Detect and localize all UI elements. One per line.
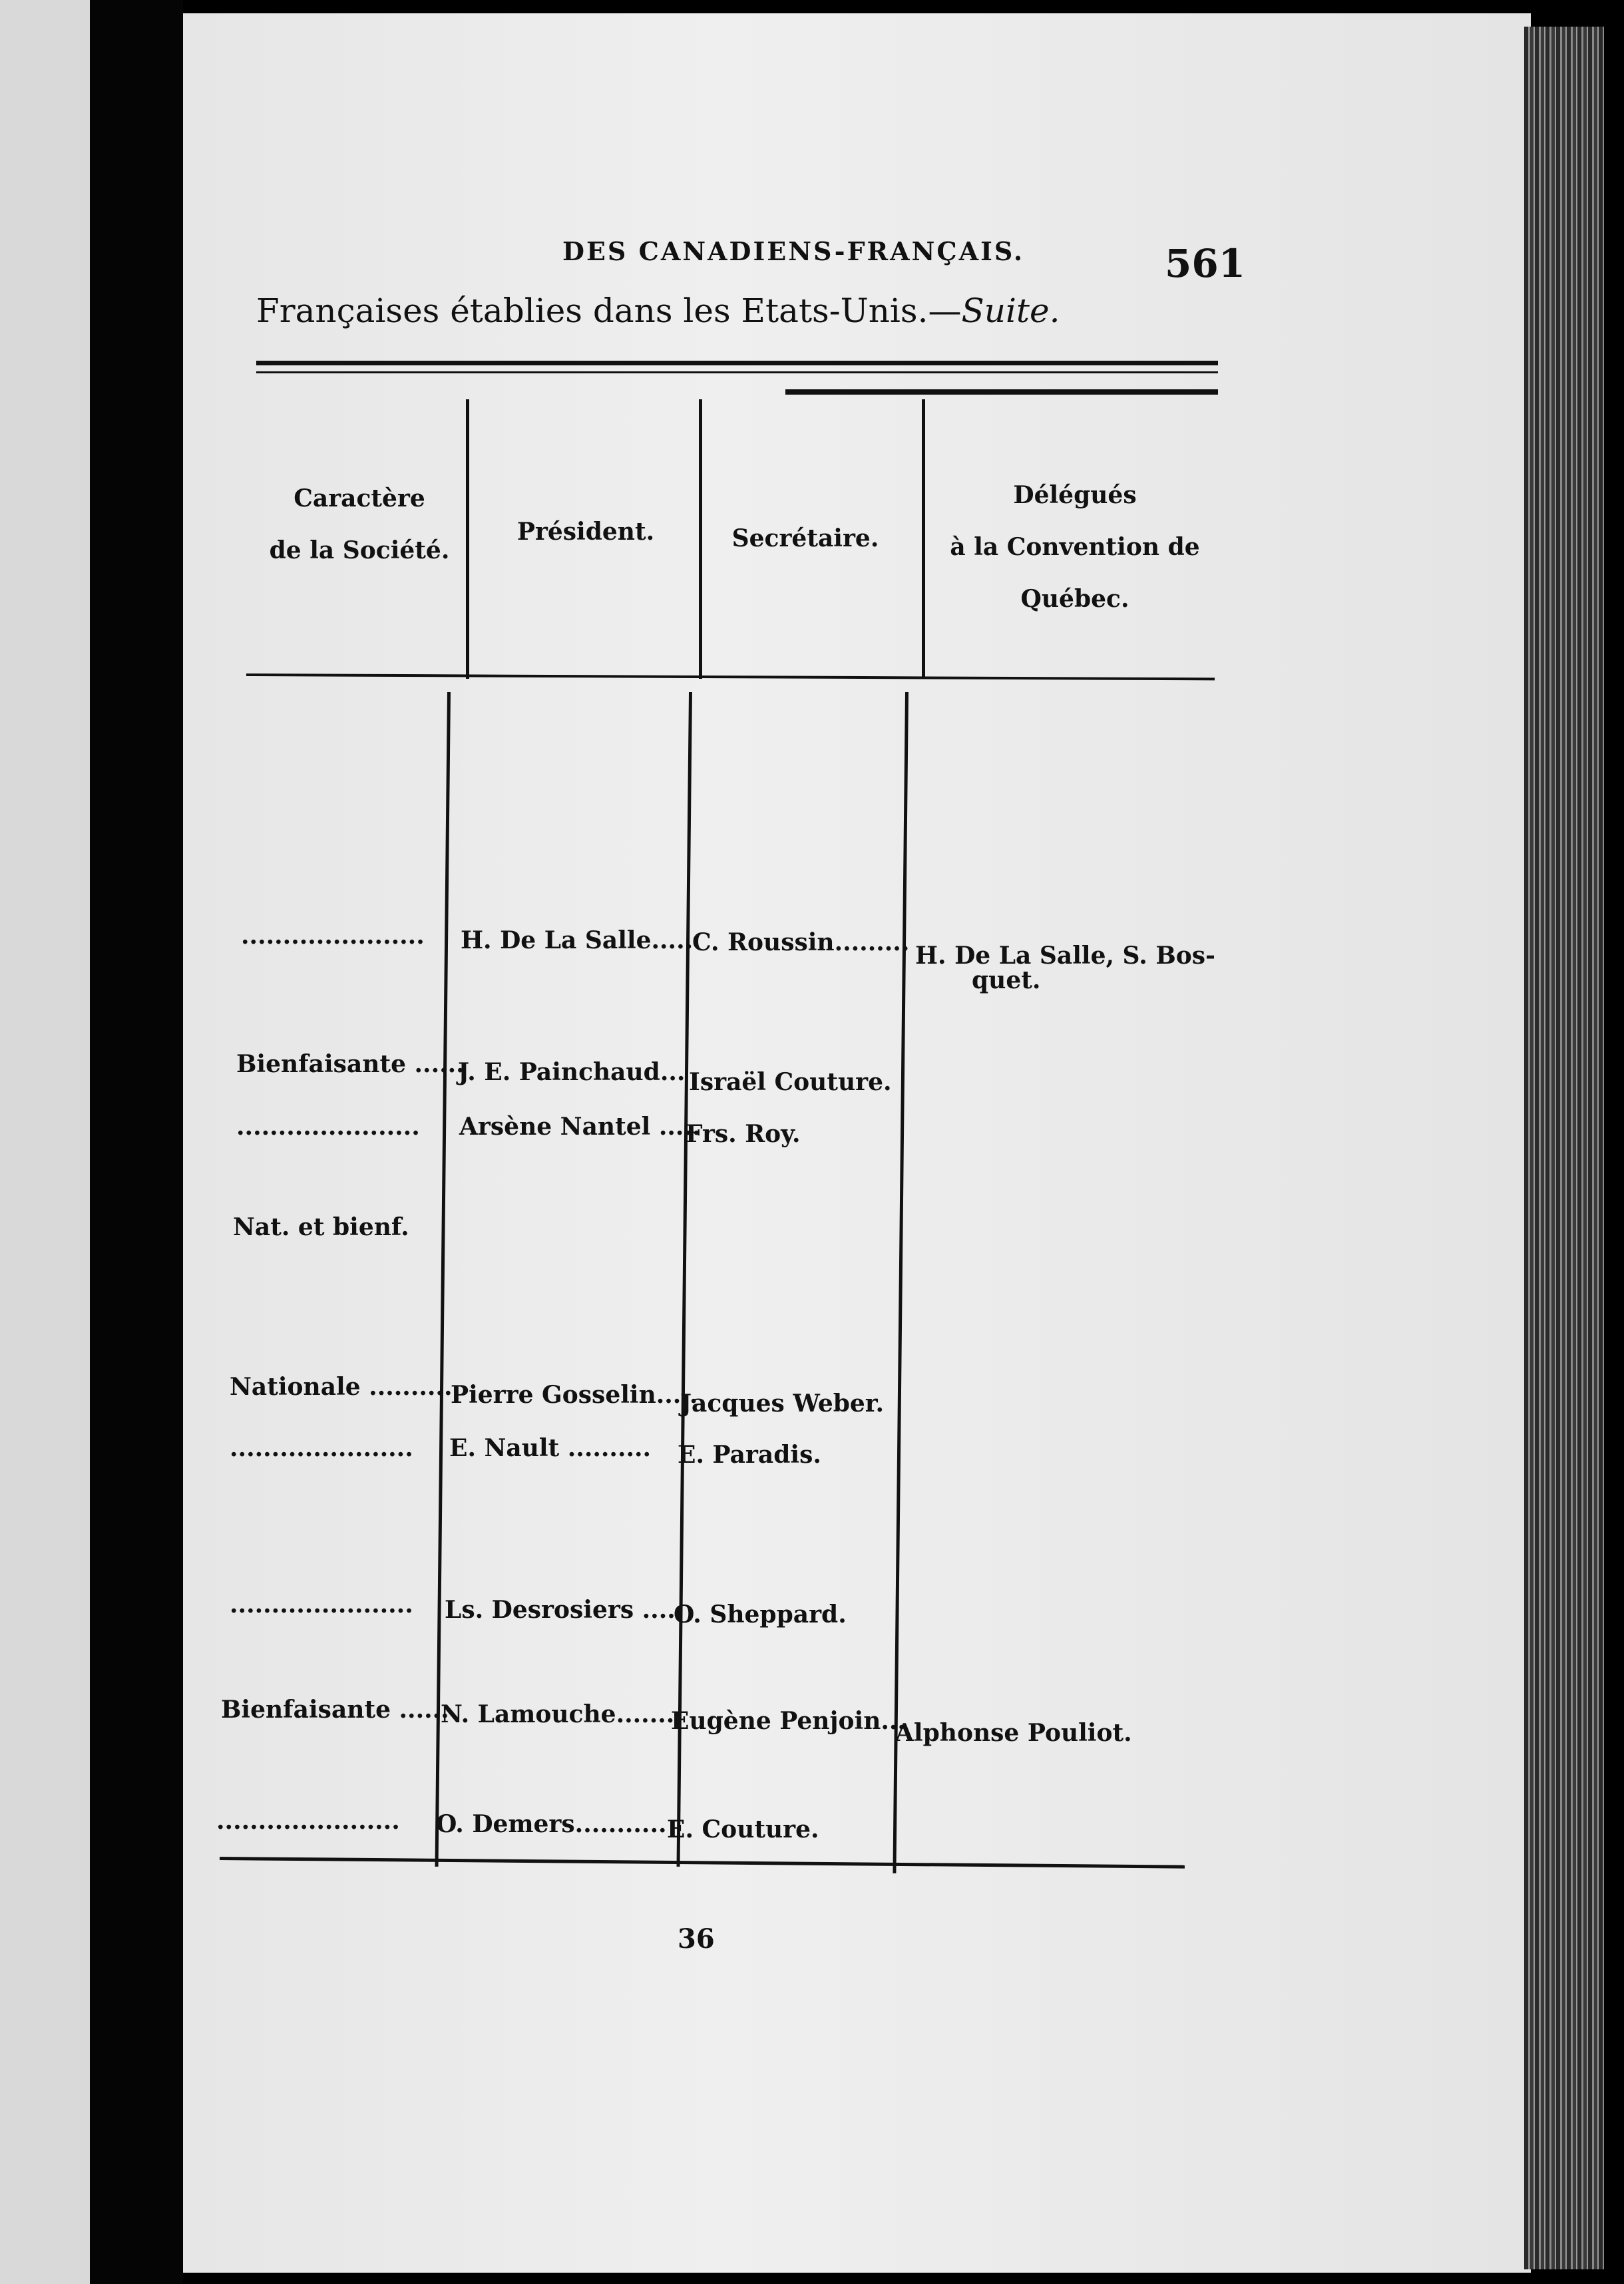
row1-delegues-cont: quet. — [972, 966, 1041, 994]
row4-caractere: Nat. et bienf. — [233, 1213, 409, 1241]
row9-president: O. Demers........... — [436, 1810, 667, 1838]
row5-caractere: Nationale .......... — [230, 1373, 453, 1401]
row9-caractere: ...................... — [216, 1807, 400, 1835]
row5-president: Pierre Gosselin..... — [451, 1381, 698, 1409]
row6-president: E. Nault .......... — [449, 1434, 652, 1462]
row8-president: N. Lamouche....... — [441, 1700, 675, 1728]
row5-secretaire: Jacques Weber. — [680, 1390, 884, 1418]
subtitle-suffix: Suite. — [961, 291, 1060, 330]
row8-delegues: Alphonse Pouliot. — [895, 1719, 1132, 1747]
page — [183, 13, 1531, 2273]
row3-president: Arsène Nantel ..... — [459, 1113, 701, 1141]
row7-caractere: ...................... — [230, 1591, 413, 1618]
row8-secretaire: Eugène Penjoin... — [671, 1707, 906, 1735]
row3-caractere: ...................... — [236, 1113, 420, 1141]
row7-secretaire: O. Sheppard. — [674, 1601, 847, 1628]
header-caractere: Caractère de la Société. — [269, 484, 450, 564]
row1-caractere: ...................... — [241, 922, 425, 950]
header-secretaire: Secrétaire. — [731, 524, 879, 552]
header-delegues: Délégués à la Convention de Québec. — [950, 481, 1200, 613]
header-president: Président. — [516, 518, 655, 546]
page-edges — [1524, 27, 1604, 2269]
row6-caractere: ...................... — [230, 1434, 413, 1462]
top-rule — [256, 361, 1218, 365]
row2-caractere: Bienfaisante ...... — [236, 1050, 465, 1078]
header-divider-3 — [922, 399, 925, 679]
header-divider-1 — [466, 399, 469, 679]
row8-caractere: Bienfaisante ...... — [221, 1696, 449, 1724]
running-head: DES CANADIENS-FRANÇAIS. — [562, 236, 1025, 266]
row3-secretaire: Frs. Roy. — [686, 1120, 801, 1148]
row1-delegues: H. De La Salle, S. Bos- — [915, 942, 1215, 970]
header-divider-2 — [699, 399, 702, 679]
row9-secretaire: E. Couture. — [667, 1815, 819, 1843]
row6-secretaire: E. Paradis. — [678, 1441, 821, 1469]
top-rule-right — [785, 389, 1218, 395]
top-rule-thin — [256, 371, 1218, 373]
left-page-edge — [0, 0, 90, 2284]
row2-secretaire: Israël Couture. — [689, 1068, 892, 1096]
row2-president: J. E. Painchaud... — [458, 1058, 686, 1086]
page-number: 561 — [1165, 241, 1246, 286]
row1-secretaire: C. Roussin......... — [692, 928, 910, 956]
row1-president: H. De La Salle..... — [461, 926, 694, 954]
signature-mark: 36 — [678, 1923, 715, 1955]
row7-president: Ls. Desrosiers ..... — [445, 1596, 684, 1624]
subtitle: Françaises établies dans les Etats-Unis.—Suite. — [256, 291, 1060, 330]
book-gutter — [90, 0, 183, 2284]
